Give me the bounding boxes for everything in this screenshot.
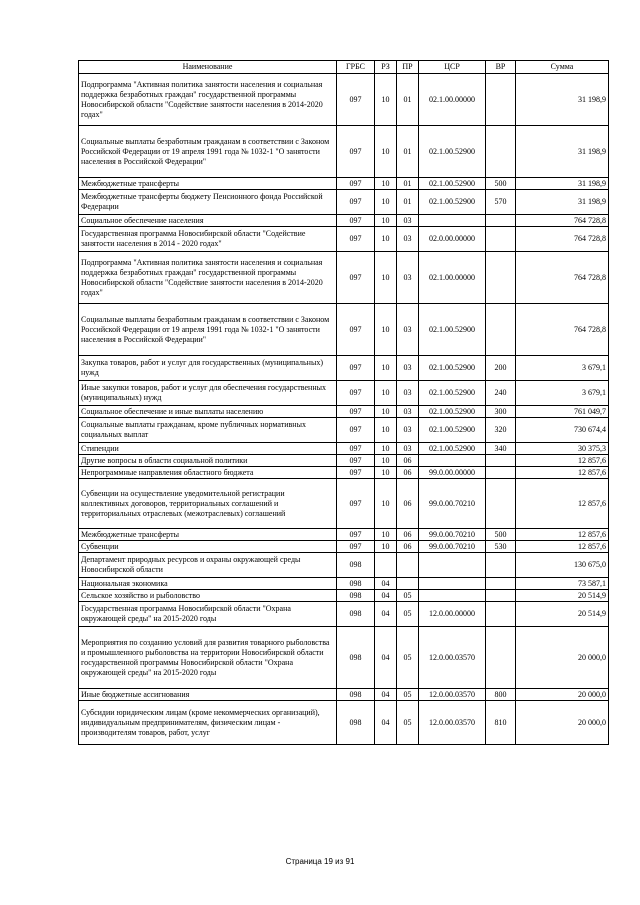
cell-csr: 02.1.00.52900 bbox=[419, 126, 486, 178]
cell-name: Подпрограмма "Активная политика занятости населения и социальная поддержка безработных граждан" государственной программы Новосибирской области "Содействие занятости населения в 2014-2020 годах" bbox=[79, 74, 337, 126]
cell-vr: 500 bbox=[486, 529, 516, 541]
cell-grbs: 097 bbox=[337, 252, 375, 304]
cell-csr bbox=[419, 590, 486, 602]
table-row bbox=[79, 381, 609, 406]
cell-csr: 02.1.00.52900 bbox=[419, 190, 486, 215]
cell-pr: 01 bbox=[397, 178, 419, 190]
cell-grbs: 097 bbox=[337, 381, 375, 406]
cell-pr: 03 bbox=[397, 381, 419, 406]
cell-rz: 04 bbox=[375, 590, 397, 602]
cell-pr: 05 bbox=[397, 590, 419, 602]
cell-sum: 12 857,6 bbox=[516, 479, 609, 529]
cell-rz: 10 bbox=[375, 381, 397, 406]
cell-rz: 10 bbox=[375, 126, 397, 178]
cell-sum: 73 587,1 bbox=[516, 578, 609, 590]
cell-sum: 31 198,9 bbox=[516, 178, 609, 190]
cell-vr bbox=[486, 455, 516, 467]
table-row bbox=[79, 304, 609, 356]
cell-vr bbox=[486, 74, 516, 126]
cell-grbs: 097 bbox=[337, 541, 375, 553]
cell-name: Государственная программа Новосибирской области "Охрана окружающей среды" на 2015-2020 годы bbox=[79, 602, 337, 627]
cell-csr: 99.0.00.70210 bbox=[419, 529, 486, 541]
cell-vr: 340 bbox=[486, 443, 516, 455]
table-row bbox=[79, 215, 609, 227]
cell-vr: 240 bbox=[486, 381, 516, 406]
cell-csr bbox=[419, 553, 486, 578]
cell-sum: 30 375,3 bbox=[516, 443, 609, 455]
cell-grbs: 097 bbox=[337, 178, 375, 190]
cell-vr bbox=[486, 215, 516, 227]
cell-pr: 05 bbox=[397, 602, 419, 627]
cell-grbs: 097 bbox=[337, 406, 375, 418]
cell-rz: 10 bbox=[375, 215, 397, 227]
cell-rz: 04 bbox=[375, 689, 397, 701]
cell-sum: 12 857,6 bbox=[516, 529, 609, 541]
table-row bbox=[79, 701, 609, 745]
cell-vr: 320 bbox=[486, 418, 516, 443]
cell-pr: 03 bbox=[397, 356, 419, 381]
cell-sum: 761 049,7 bbox=[516, 406, 609, 418]
cell-csr: 02.1.00.00000 bbox=[419, 252, 486, 304]
cell-vr bbox=[486, 602, 516, 627]
cell-rz: 10 bbox=[375, 227, 397, 252]
cell-rz: 10 bbox=[375, 178, 397, 190]
cell-vr: 570 bbox=[486, 190, 516, 215]
cell-grbs: 097 bbox=[337, 529, 375, 541]
cell-name: Социальные выплаты гражданам, кроме публичных нормативных социальных выплат bbox=[79, 418, 337, 443]
cell-pr: 05 bbox=[397, 689, 419, 701]
cell-pr: 03 bbox=[397, 304, 419, 356]
cell-rz bbox=[375, 553, 397, 578]
table-row bbox=[79, 467, 609, 479]
cell-sum: 12 857,6 bbox=[516, 455, 609, 467]
cell-name: Закупка товаров, работ и услуг для государственных (муниципальных) нужд bbox=[79, 356, 337, 381]
cell-name: Другие вопросы в области социальной политики bbox=[79, 455, 337, 467]
cell-pr: 01 bbox=[397, 190, 419, 215]
cell-pr: 06 bbox=[397, 541, 419, 553]
cell-csr: 02.1.00.52900 bbox=[419, 304, 486, 356]
cell-pr: 06 bbox=[397, 479, 419, 529]
table-row bbox=[79, 406, 609, 418]
cell-grbs: 097 bbox=[337, 479, 375, 529]
table-row bbox=[79, 689, 609, 701]
cell-rz: 04 bbox=[375, 627, 397, 689]
table-row bbox=[79, 578, 609, 590]
cell-sum: 3 679,1 bbox=[516, 381, 609, 406]
cell-grbs: 097 bbox=[337, 304, 375, 356]
cell-pr: 06 bbox=[397, 529, 419, 541]
cell-pr: 01 bbox=[397, 74, 419, 126]
cell-sum: 764 728,8 bbox=[516, 252, 609, 304]
cell-grbs: 097 bbox=[337, 215, 375, 227]
cell-pr: 03 bbox=[397, 443, 419, 455]
cell-csr: 02.1.00.52900 bbox=[419, 418, 486, 443]
cell-csr: 02.1.00.52900 bbox=[419, 406, 486, 418]
cell-csr: 12.0.00.00000 bbox=[419, 602, 486, 627]
cell-sum: 20 000,0 bbox=[516, 701, 609, 745]
cell-name: Государственная программа Новосибирской области "Содействие занятости населения в 2014 - 2020 годах" bbox=[79, 227, 337, 252]
budget-table bbox=[78, 60, 609, 745]
cell-name: Стипендии bbox=[79, 443, 337, 455]
cell-sum: 764 728,8 bbox=[516, 215, 609, 227]
cell-pr bbox=[397, 578, 419, 590]
cell-grbs: 098 bbox=[337, 701, 375, 745]
cell-csr: 02.0.00.00000 bbox=[419, 227, 486, 252]
cell-name: Сельское хозяйство и рыболовство bbox=[79, 590, 337, 602]
cell-sum: 12 857,6 bbox=[516, 541, 609, 553]
cell-vr: 500 bbox=[486, 178, 516, 190]
cell-name: Иные закупки товаров, работ и услуг для обеспечения государственных (муниципальных) нужд bbox=[79, 381, 337, 406]
cell-csr: 02.1.00.52900 bbox=[419, 356, 486, 381]
cell-grbs: 098 bbox=[337, 590, 375, 602]
cell-csr: 02.1.00.52900 bbox=[419, 443, 486, 455]
cell-rz: 10 bbox=[375, 479, 397, 529]
table-row bbox=[79, 227, 609, 252]
cell-sum: 3 679,1 bbox=[516, 356, 609, 381]
cell-grbs: 097 bbox=[337, 467, 375, 479]
cell-grbs: 098 bbox=[337, 627, 375, 689]
cell-pr: 06 bbox=[397, 467, 419, 479]
header-vr: ВР bbox=[486, 61, 516, 74]
cell-name: Социальное обеспечение населения bbox=[79, 215, 337, 227]
cell-name: Субвенции bbox=[79, 541, 337, 553]
cell-vr: 200 bbox=[486, 356, 516, 381]
cell-name: Социальное обеспечение и иные выплаты населению bbox=[79, 406, 337, 418]
cell-pr: 03 bbox=[397, 215, 419, 227]
cell-pr: 03 bbox=[397, 406, 419, 418]
header-csr: ЦСР bbox=[419, 61, 486, 74]
cell-vr bbox=[486, 590, 516, 602]
cell-grbs: 097 bbox=[337, 356, 375, 381]
cell-vr bbox=[486, 227, 516, 252]
cell-vr bbox=[486, 627, 516, 689]
cell-pr: 03 bbox=[397, 252, 419, 304]
cell-rz: 10 bbox=[375, 356, 397, 381]
cell-name: Социальные выплаты безработным гражданам в соответствии с Законом Российской Федерации от 19 апреля 1991 года № 1032-1 "О занятости населения в Российской Федерации" bbox=[79, 126, 337, 178]
cell-grbs: 097 bbox=[337, 443, 375, 455]
cell-csr bbox=[419, 578, 486, 590]
cell-rz: 10 bbox=[375, 529, 397, 541]
header-sum: Сумма bbox=[516, 61, 609, 74]
cell-pr: 03 bbox=[397, 418, 419, 443]
cell-vr bbox=[486, 304, 516, 356]
cell-csr: 99.0.00.00000 bbox=[419, 467, 486, 479]
cell-sum: 12 857,6 bbox=[516, 467, 609, 479]
table-row bbox=[79, 590, 609, 602]
cell-rz: 10 bbox=[375, 406, 397, 418]
cell-sum: 31 198,9 bbox=[516, 190, 609, 215]
table-body bbox=[79, 74, 609, 745]
cell-name: Мероприятия по созданию условий для развития товарного рыболовства и промышленного рыболовства на территории Новосибирской области государственной программы Новосибирской области "Охрана окружающей среды" на 2015-2020 годы bbox=[79, 627, 337, 689]
cell-pr: 03 bbox=[397, 227, 419, 252]
cell-name: Межбюджетные трансферты bbox=[79, 529, 337, 541]
header-name: Наименование bbox=[79, 61, 337, 74]
cell-vr: 800 bbox=[486, 689, 516, 701]
table-row bbox=[79, 356, 609, 381]
page-footer: Страница 19 из 91 bbox=[285, 857, 355, 866]
cell-rz: 10 bbox=[375, 190, 397, 215]
cell-csr bbox=[419, 215, 486, 227]
table-row bbox=[79, 479, 609, 529]
cell-grbs: 097 bbox=[337, 227, 375, 252]
table-row bbox=[79, 252, 609, 304]
cell-rz: 10 bbox=[375, 304, 397, 356]
cell-name: Непрограммные направления областного бюджета bbox=[79, 467, 337, 479]
cell-sum: 20 000,0 bbox=[516, 689, 609, 701]
table-row bbox=[79, 541, 609, 553]
header-grbs: ГРБС bbox=[337, 61, 375, 74]
cell-rz: 04 bbox=[375, 578, 397, 590]
cell-name: Департамент природных ресурсов и охраны окружающей среды Новосибирской области bbox=[79, 553, 337, 578]
cell-pr: 05 bbox=[397, 627, 419, 689]
cell-vr bbox=[486, 126, 516, 178]
cell-pr: 05 bbox=[397, 701, 419, 745]
cell-sum: 20 514,9 bbox=[516, 590, 609, 602]
cell-rz: 10 bbox=[375, 455, 397, 467]
cell-sum: 20 514,9 bbox=[516, 602, 609, 627]
table-row bbox=[79, 602, 609, 627]
cell-vr: 300 bbox=[486, 406, 516, 418]
table-row bbox=[79, 418, 609, 443]
cell-sum: 31 198,9 bbox=[516, 126, 609, 178]
cell-rz: 10 bbox=[375, 443, 397, 455]
cell-name: Иные бюджетные ассигнования bbox=[79, 689, 337, 701]
cell-vr bbox=[486, 252, 516, 304]
cell-rz: 04 bbox=[375, 701, 397, 745]
cell-rz: 04 bbox=[375, 602, 397, 627]
cell-grbs: 098 bbox=[337, 553, 375, 578]
table-row bbox=[79, 455, 609, 467]
table-row bbox=[79, 190, 609, 215]
cell-csr: 12.0.00.03570 bbox=[419, 627, 486, 689]
cell-csr: 12.0.00.03570 bbox=[419, 689, 486, 701]
table-header-row bbox=[79, 61, 609, 74]
cell-sum: 764 728,8 bbox=[516, 304, 609, 356]
cell-csr: 99.0.00.70210 bbox=[419, 479, 486, 529]
cell-name: Субвенции на осуществление уведомительной регистрации коллективных договоров, территориальных соглашений и территориальных отраслевых (межотраслевых) соглашений bbox=[79, 479, 337, 529]
cell-grbs: 097 bbox=[337, 126, 375, 178]
cell-vr: 810 bbox=[486, 701, 516, 745]
cell-name: Межбюджетные трансферты бюджету Пенсионного фонда Российской Федерации bbox=[79, 190, 337, 215]
cell-name: Национальная экономика bbox=[79, 578, 337, 590]
cell-grbs: 097 bbox=[337, 418, 375, 443]
table-row bbox=[79, 443, 609, 455]
table-row bbox=[79, 553, 609, 578]
cell-vr: 530 bbox=[486, 541, 516, 553]
cell-pr bbox=[397, 553, 419, 578]
table-row bbox=[79, 126, 609, 178]
cell-grbs: 097 bbox=[337, 190, 375, 215]
table-row bbox=[79, 627, 609, 689]
cell-name: Межбюджетные трансферты bbox=[79, 178, 337, 190]
cell-sum: 130 675,0 bbox=[516, 553, 609, 578]
cell-csr bbox=[419, 455, 486, 467]
cell-vr bbox=[486, 553, 516, 578]
cell-sum: 764 728,8 bbox=[516, 227, 609, 252]
cell-name: Подпрограмма "Активная политика занятости населения и социальная поддержка безработных граждан" государственной программы Новосибирской области "Содействие занятости населения в 2014-2020 годах" bbox=[79, 252, 337, 304]
cell-rz: 10 bbox=[375, 541, 397, 553]
table-row bbox=[79, 178, 609, 190]
cell-pr: 06 bbox=[397, 455, 419, 467]
cell-rz: 10 bbox=[375, 467, 397, 479]
cell-name: Субсидии юридическим лицам (кроме некоммерческих организаций), индивидуальным предпринимателям, физическим лицам - производителям товаров, работ, услуг bbox=[79, 701, 337, 745]
cell-grbs: 097 bbox=[337, 74, 375, 126]
header-pr: ПР bbox=[397, 61, 419, 74]
cell-csr: 02.1.00.52900 bbox=[419, 381, 486, 406]
cell-rz: 10 bbox=[375, 74, 397, 126]
cell-pr: 01 bbox=[397, 126, 419, 178]
cell-csr: 02.1.00.00000 bbox=[419, 74, 486, 126]
cell-sum: 31 198,9 bbox=[516, 74, 609, 126]
cell-vr bbox=[486, 467, 516, 479]
cell-rz: 10 bbox=[375, 418, 397, 443]
cell-grbs: 098 bbox=[337, 578, 375, 590]
cell-csr: 99.0.00.70210 bbox=[419, 541, 486, 553]
cell-vr bbox=[486, 479, 516, 529]
cell-rz: 10 bbox=[375, 252, 397, 304]
cell-vr bbox=[486, 578, 516, 590]
cell-sum: 730 674,4 bbox=[516, 418, 609, 443]
cell-grbs: 098 bbox=[337, 602, 375, 627]
cell-grbs: 098 bbox=[337, 689, 375, 701]
table-row bbox=[79, 74, 609, 126]
cell-csr: 12.0.00.03570 bbox=[419, 701, 486, 745]
cell-sum: 20 000,0 bbox=[516, 627, 609, 689]
cell-grbs: 097 bbox=[337, 455, 375, 467]
cell-name: Социальные выплаты безработным гражданам в соответствии с Законом Российской Федерации от 19 апреля 1991 года № 1032-1 "О занятости населения в Российской Федерации" bbox=[79, 304, 337, 356]
table-row bbox=[79, 529, 609, 541]
header-rz: РЗ bbox=[375, 61, 397, 74]
cell-csr: 02.1.00.52900 bbox=[419, 178, 486, 190]
